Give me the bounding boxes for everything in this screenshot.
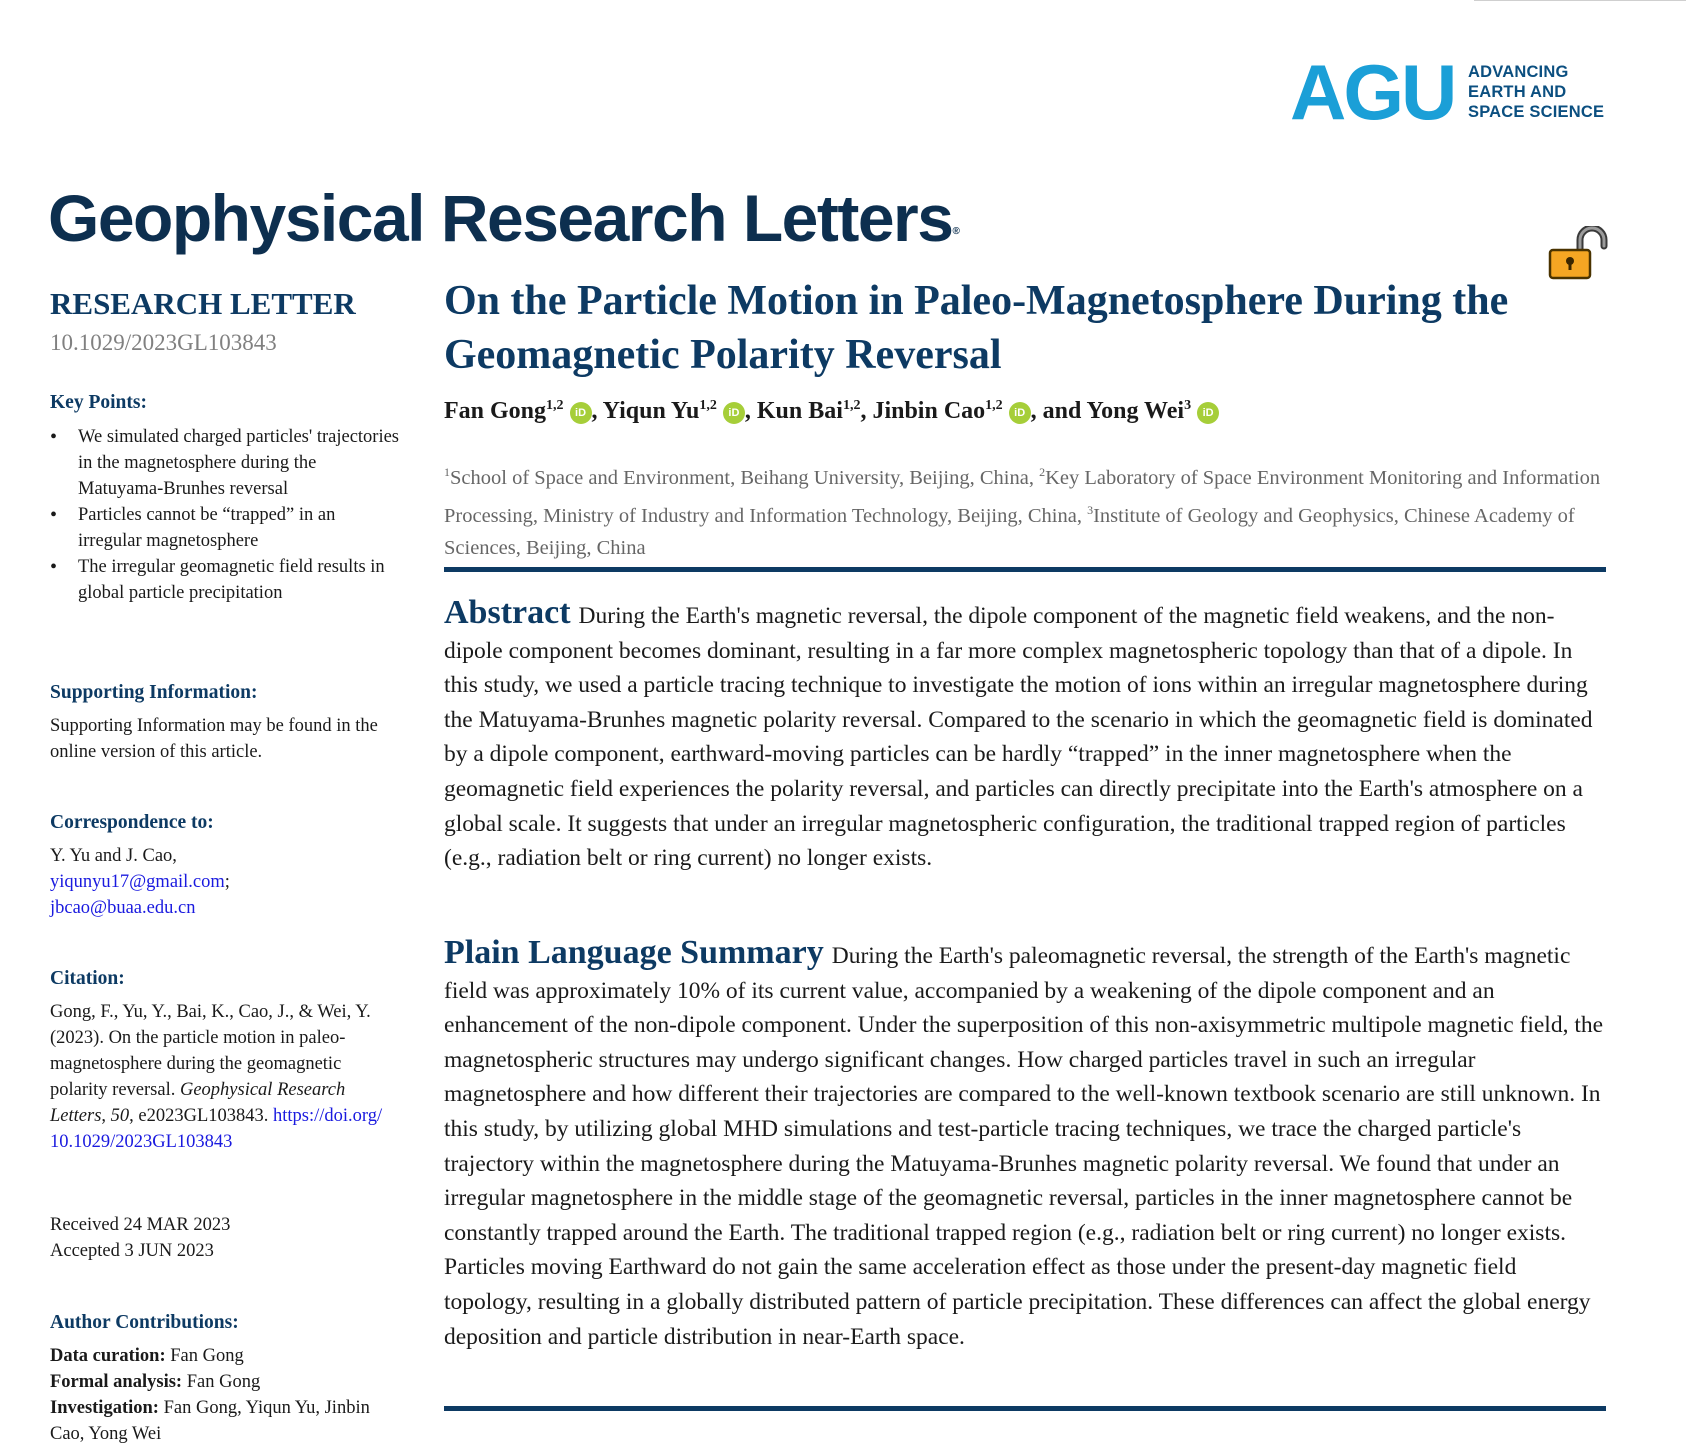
top-edge-line	[1474, 0, 1686, 1]
author-name: Yong Wei	[1086, 398, 1185, 424]
author-affil-sup: 3	[1184, 398, 1192, 413]
citation-article: , e2023GL103843.	[129, 1106, 269, 1126]
citation-comma: ,	[101, 1106, 107, 1126]
orcid-icon[interactable]: iD	[1197, 402, 1219, 424]
registered-mark: ®	[952, 226, 960, 237]
agu-logo-mark: AGU	[1290, 48, 1455, 136]
accepted-date: Accepted 3 JUN 2023	[50, 1241, 214, 1261]
author-list	[444, 398, 1219, 425]
author-name: Fan Gong	[444, 398, 547, 424]
orcid-icon[interactable]: iD	[570, 402, 592, 424]
citation-body: Gong, F., Yu, Y., Bai, K., Cao, J., & Wei, Y. (2023). On the particle motion in paleo-magnetosphere during the geomagnetic polarity reversal.	[50, 1002, 371, 1100]
author-affil-sup: 1,2	[699, 398, 717, 413]
agu-tagline-line: EARTH AND	[1468, 83, 1567, 101]
email-link[interactable]: jbcao@buaa.edu.cn	[50, 898, 196, 918]
author-separator: ,	[860, 398, 873, 424]
author-affil-sup: 1,2	[842, 398, 861, 413]
affiliations	[444, 456, 1604, 564]
citation-volume: 50	[110, 1106, 130, 1126]
footer-divider	[444, 1406, 1606, 1411]
author-name: Jinbin Cao	[872, 398, 986, 424]
agu-tagline	[1468, 62, 1604, 122]
contribution-names: Fan Gong	[170, 1346, 244, 1366]
key-point: • Particles cannot be “trapped” in an irregular magnetosphere	[50, 502, 400, 554]
author-separator: ,	[591, 398, 603, 424]
agu-tagline-line: SPACE SCIENCE	[1468, 103, 1605, 121]
author-affil-sup: 1,2	[985, 398, 1003, 413]
author-separator: , and	[1030, 398, 1087, 424]
citation-heading: Citation:	[50, 968, 125, 989]
key-point: • The irregular geomagnetic field results in global particle precipitation	[50, 554, 400, 606]
author-name: Kun Bai	[756, 398, 843, 424]
header-divider	[444, 567, 1606, 572]
journal-title	[48, 178, 960, 258]
affil-text: Institute of Geology and Geophysics, Chinese Academy of Sciences, Beijing, China	[444, 504, 1575, 559]
affil-sup: 1	[444, 465, 450, 479]
author-separator: ,	[744, 398, 757, 424]
agu-tagline-line: ADVANCING	[1468, 63, 1569, 81]
contribution-names: Fan Gong, Yiqun Yu, Jinbin Cao, Yong Wei	[50, 1398, 370, 1444]
contribution-role: Investigation:	[50, 1398, 159, 1418]
article-title: On the Particle Motion in Paleo-Magnetosphere During the Geomagnetic Polarity Reversal	[444, 278, 1509, 378]
agu-logo[interactable]	[1290, 48, 1610, 136]
supporting-info-text: Supporting Information may be found in the online version of this article.	[50, 716, 378, 762]
orcid-icon[interactable]: iD	[1009, 402, 1031, 424]
pls-text: During the Earth's paleomagnetic reversal, the strength of the Earth's magnetic field was approximately 10% of its current value, accompanied by a weakening of the dipole component and an enhancement of the non-dipole component. Under the superposition of this non-axisymmetric multipole magnetic field, the magnetospheric structures may undergo significant changes. How charged particles travel in such an irregular magnetosphere and how different their trajectories are compared to the well-known textbook scenario are still unknown. In this study, by utilizing global MHD simulations and test-particle tracing techniques, we trace the charged particle's trajectory within the magnetosphere during the Matuyama-Brunhes magnetic polarity reversal. We found that under an irregular magnetosphere in the middle stage of the geomagnetic reversal, particles in the inner magnetosphere cannot be constantly trapped around the Earth. The traditional trapped region (e.g., radiation belt or ring current) no longer exists. Particles moving Earthward do not gain the same acceleration effect as those under the present-day magnetic field topology, resulting in a globally distributed pattern of particle precipitation. These differences can affect the global energy deposition and particle distribution in near-Earth space.	[444, 943, 1604, 1350]
correspondence-heading: Correspondence to:	[50, 812, 214, 833]
author-contributions	[50, 1343, 380, 1447]
key-points-list	[50, 424, 400, 606]
affil-sup: 2	[1039, 465, 1046, 479]
abstract-text: During the Earth's magnetic reversal, the dipole component of the magnetic field weakens, and the non-dipole component becomes dominant, resulting in a far more complex magnetospheric topology than that of a dipole. In this study, we used a particle tracing technique to investigate the motion of ions within an irregular magnetosphere during the Matuyama-Brunhes magnetic polarity reversal. Compared to the scenario in which the geomagnetic field is dominated by a dipole component, earthward-moving particles can be hardly “trapped” in the inner magnetosphere when the geomagnetic field experiences the polarity reversal, and particles can directly precipitate into the Earth's atmosphere on a global scale. It suggests that under an irregular magnetospheric configuration, the traditional trapped region of particles (e.g., radiation belt or ring current) no longer exists.	[444, 603, 1593, 872]
affil-text: Key Laboratory of Space Environment Monitoring and Information Processing, Ministry of Industry and Information Technology, Beijing, China,	[444, 466, 1601, 527]
dates-block	[50, 1212, 395, 1264]
citation-doi-link[interactable]: https://doi.org/10.1029/2023GL103843	[50, 1106, 383, 1152]
supporting-info-heading: Supporting Information:	[50, 682, 258, 703]
affil-text: School of Space and Environment, Beihang University, Beijing, China,	[450, 466, 1040, 489]
key-point: • We simulated charged particles' trajectories in the magnetosphere during the Matuyama-Brunhes reversal	[50, 424, 400, 502]
abstract-heading: Abstract	[444, 594, 571, 631]
abstract	[444, 596, 1610, 876]
plain-language-summary	[444, 936, 1610, 1354]
key-points-heading: Key Points:	[50, 392, 147, 413]
author-affil-sup: 1,2	[546, 398, 564, 413]
correspondence-block	[50, 843, 395, 921]
journal-name: Geophysical Research Letters	[48, 181, 953, 255]
orcid-icon[interactable]: iD	[723, 402, 745, 424]
contribution-role: Formal analysis:	[50, 1372, 183, 1392]
email-link[interactable]: yiqunyu17@gmail.com	[50, 872, 225, 892]
contribution-role: Data curation:	[50, 1346, 166, 1366]
affil-sup: 3	[1087, 502, 1094, 517]
contribution-names: Fan Gong	[186, 1372, 261, 1392]
doi[interactable]: 10.1029/2023GL103843	[50, 330, 277, 355]
email-separator: ;	[224, 872, 230, 892]
author-name: Yiqun Yu	[602, 398, 700, 424]
article-type: RESEARCH LETTER	[50, 286, 356, 321]
citation-journal: Geophysical Research Letters	[50, 1080, 346, 1126]
author-contributions-heading: Author Contributions:	[50, 1312, 239, 1333]
correspondence-names: Y. Yu and J. Cao,	[50, 846, 177, 866]
citation-text	[50, 999, 385, 1155]
received-date: Received 24 MAR 2023	[50, 1215, 231, 1235]
pls-heading: Plain Language Summary	[444, 934, 824, 971]
